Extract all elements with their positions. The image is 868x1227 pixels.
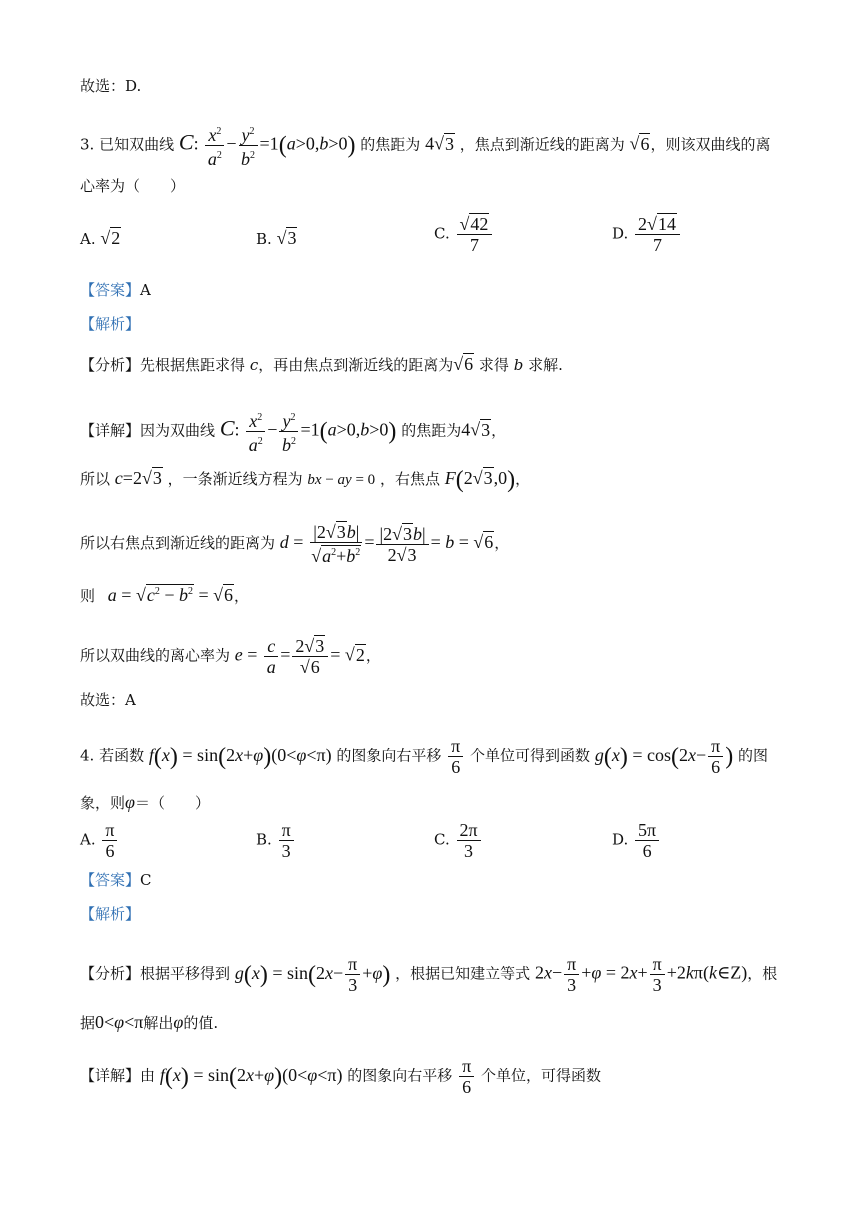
analysis-tag-line bbox=[80, 902, 140, 926]
text: 的图象向右平移 bbox=[347, 1066, 453, 1085]
math: g(x) = cos(2x− bbox=[594, 743, 707, 770]
text: 所以 bbox=[80, 470, 111, 488]
math-fraction: $\frac{\pi}{3}$ bbox=[564, 954, 579, 995]
answer-line bbox=[80, 278, 151, 302]
math: C bbox=[178, 129, 194, 155]
math-fraction: $\frac{\pi}{6}$ bbox=[459, 1056, 474, 1097]
analysis-line: 【分析】根据平移得到 g(x) = sin(2x− $\frac{\pi}{3}$ +φ) ，根据已知建立等式 2x− $\frac{\pi}{3}$ +φ = 2x+ $\frac{\pi}{3}$ +2kπ(k∈Z)，根 bbox=[80, 954, 778, 995]
math-fraction: $\frac{\pi}{3}$ bbox=[345, 954, 360, 995]
math: f(x) = sin(2x+φ)(0<φ<π) bbox=[159, 1063, 343, 1090]
math: g(x) = sin(2x− bbox=[234, 961, 344, 988]
text: 个单位，可得函数 bbox=[480, 1066, 601, 1085]
text: 则 bbox=[80, 587, 96, 605]
text: 的值. bbox=[183, 1014, 219, 1032]
text: ，则该双曲线的离 bbox=[650, 135, 771, 154]
option-c bbox=[434, 214, 494, 255]
math: 2x− bbox=[534, 962, 563, 983]
math: d = bbox=[279, 532, 304, 552]
option-label: A. bbox=[80, 830, 96, 849]
math-fraction: $\frac{\pi}{3}$ bbox=[650, 954, 665, 995]
math: φ bbox=[173, 1012, 184, 1032]
math: 0<φ<π bbox=[95, 1012, 144, 1032]
math: 4√3 bbox=[461, 419, 491, 440]
text: 的图 bbox=[738, 746, 769, 765]
math: b bbox=[513, 356, 524, 374]
detail-line: 则 $a = √c^2 - b^2 = √6$， bbox=[80, 585, 250, 605]
text: 若函数 bbox=[99, 746, 145, 765]
analysis-tag-line bbox=[80, 312, 140, 336]
text: ，右焦点 bbox=[379, 470, 440, 488]
option-b bbox=[256, 226, 297, 251]
math: $a = √c^2 - b^2 = √6$ bbox=[107, 585, 234, 605]
analysis-tag: 【解析】 bbox=[80, 905, 141, 923]
math-fraction: $\frac{|2√3b|}{√a^2+b^2}$ bbox=[310, 522, 362, 566]
math: bx − ay = 0 bbox=[307, 472, 376, 488]
analysis-line bbox=[80, 352, 563, 377]
option-a bbox=[80, 226, 121, 251]
text: 的焦距为 bbox=[401, 421, 462, 440]
answer-tag: 【答案】 bbox=[80, 281, 141, 299]
option-label: A. bbox=[80, 230, 96, 248]
answer-value: A bbox=[140, 281, 151, 299]
math-fraction: $\frac{c}{a}$ bbox=[264, 636, 278, 677]
answer-line bbox=[80, 868, 152, 892]
answer-tag: 【答案】 bbox=[80, 871, 141, 889]
math: √3 bbox=[276, 228, 297, 248]
math-fraction: $\frac{2√3}{√6}$ bbox=[292, 636, 328, 677]
math: 4√3 bbox=[425, 133, 454, 154]
text-line bbox=[80, 688, 136, 712]
text: 心率为（ ） bbox=[80, 177, 186, 195]
math-fraction: $\frac{\pi}{6}$ bbox=[102, 820, 117, 861]
math-fraction: $\frac{y^2}{b^2}$ bbox=[239, 122, 258, 169]
math: √6 bbox=[453, 354, 474, 374]
text: 求解. bbox=[528, 356, 563, 374]
math-fraction: $\frac{5\pi}{6}$ bbox=[635, 820, 659, 861]
math-fraction: $\frac{x^2}{a^2}$ bbox=[246, 408, 265, 455]
math: √6 bbox=[629, 133, 650, 154]
math: c=2√3 bbox=[114, 468, 162, 488]
text: 故选：D. bbox=[80, 77, 142, 95]
text-line bbox=[80, 790, 210, 815]
math-fraction: $\frac{|2√3b|}{2√3}$ bbox=[376, 524, 428, 565]
text: 个单位可得到函数 bbox=[470, 746, 591, 765]
text: 因为双曲线 bbox=[140, 421, 216, 440]
text: 故选：A bbox=[80, 691, 136, 709]
text-line bbox=[80, 74, 141, 98]
detail-line: 所以右焦点到渐近线的距离为 d = $\frac{|2√3b|}{√a^2+b^2}$ = $\frac{|2√3b|}{2√3}$ = b = √6， bbox=[80, 522, 510, 566]
option-label: B. bbox=[256, 830, 272, 849]
text-line bbox=[80, 1010, 218, 1035]
text: 所以双曲线的离心率为 bbox=[80, 646, 231, 665]
option-b bbox=[256, 820, 296, 861]
text: ＝（ ） bbox=[134, 794, 210, 812]
math: e = bbox=[234, 644, 258, 665]
text: ，再由焦点到渐近线的距离为 bbox=[258, 356, 454, 374]
text: 据 bbox=[80, 1014, 96, 1032]
question-number: 4. bbox=[80, 746, 95, 765]
math: φ bbox=[125, 792, 135, 812]
text: 根据平移得到 bbox=[140, 964, 231, 983]
detail-line: 【详解】因为双曲线 C: $\frac{x^2}{a^2}$ − $\frac{y^2}{b^2}$ =1(a>0,b>0) 的焦距为4√3， bbox=[80, 408, 506, 455]
option-label: B. bbox=[256, 230, 272, 248]
text: ，一条渐近线方程为 bbox=[167, 470, 303, 488]
xiangjie-tag: 【详解】 bbox=[80, 1066, 141, 1085]
text: 所以右焦点到渐近线的距离为 bbox=[80, 534, 276, 552]
text: 的图象向右平移 bbox=[336, 746, 442, 765]
text: 由 bbox=[140, 1066, 156, 1085]
math-fraction: $\frac{\pi}{3}$ bbox=[279, 820, 294, 861]
text: 象，则 bbox=[80, 794, 126, 812]
text: ，根据已知建立等式 bbox=[395, 964, 531, 983]
math-fraction: $\frac{√42}{7}$ bbox=[457, 214, 493, 255]
text: 求得 bbox=[478, 356, 509, 374]
math: C bbox=[219, 415, 235, 441]
option-label: D. bbox=[612, 830, 629, 849]
math: √2 bbox=[100, 228, 121, 248]
math-fraction: $\frac{2\pi}{3}$ bbox=[457, 820, 481, 861]
detail-line: 所以双曲线的离心率为 e = $\frac{c}{a}$ = $\frac{2√3}{√6}$ = √2， bbox=[80, 636, 381, 677]
answer-value: C bbox=[140, 871, 152, 889]
option-a bbox=[80, 820, 119, 861]
text: 已知双曲线 bbox=[99, 135, 175, 154]
text: 的焦距为 bbox=[360, 135, 421, 154]
text: ，根 bbox=[747, 964, 778, 983]
math-fraction: $\frac{\pi}{6}$ bbox=[708, 736, 723, 777]
math-fraction: $\frac{2√14}{7}$ bbox=[635, 214, 680, 255]
text-line bbox=[80, 174, 185, 198]
xiangjie-tag: 【详解】 bbox=[80, 421, 141, 440]
fenxi-tag: 【分析】 bbox=[80, 964, 141, 983]
text: 解出 bbox=[143, 1014, 174, 1032]
math-fraction: $\frac{\pi}{6}$ bbox=[448, 736, 463, 777]
option-d bbox=[612, 820, 661, 861]
option-label: C. bbox=[434, 224, 450, 243]
option-c bbox=[434, 820, 483, 861]
fenxi-tag: 【分析】 bbox=[80, 356, 141, 374]
detail-line: 所以 c=2√3 ，一条渐近线方程为 bx − ay = 0 ，右焦点 F(2√3,0)， bbox=[80, 466, 531, 493]
math-fraction: $\frac{x^2}{a^2}$ bbox=[205, 122, 224, 169]
option-label: C. bbox=[434, 830, 450, 849]
math-fraction: $\frac{y^2}{b^2}$ bbox=[279, 408, 298, 455]
option-d bbox=[612, 214, 682, 255]
question-number: 3. bbox=[80, 135, 95, 154]
analysis-tag: 【解析】 bbox=[80, 315, 141, 333]
question-3-stem: 3. 已知双曲线 C: $\frac{x^2}{a^2}$ − $\frac{y^2}{b^2}$ =1(a>0,b>0) 的焦距为 4√3 ，焦点到渐近线的距离为 √6，则该双曲线的离 bbox=[80, 122, 770, 169]
question-4-stem: 4. 若函数 f(x) = sin(2x+φ)(0<φ<π) 的图象向右平移 $\frac{\pi}{6}$ 个单位可得到函数 g(x) = cos(2x− $\frac{\pi}{6}$ ) 的图 bbox=[80, 736, 769, 777]
text: ，焦点到渐近线的距离为 bbox=[459, 135, 625, 154]
detail-line bbox=[80, 1056, 601, 1097]
math: c bbox=[249, 356, 259, 374]
option-label: D. bbox=[612, 224, 629, 243]
math: f(x) = sin(2x+φ)(0<φ<π) bbox=[148, 743, 332, 770]
text: 先根据焦距求得 bbox=[140, 356, 246, 374]
math: F(2√3,0) bbox=[444, 466, 516, 493]
